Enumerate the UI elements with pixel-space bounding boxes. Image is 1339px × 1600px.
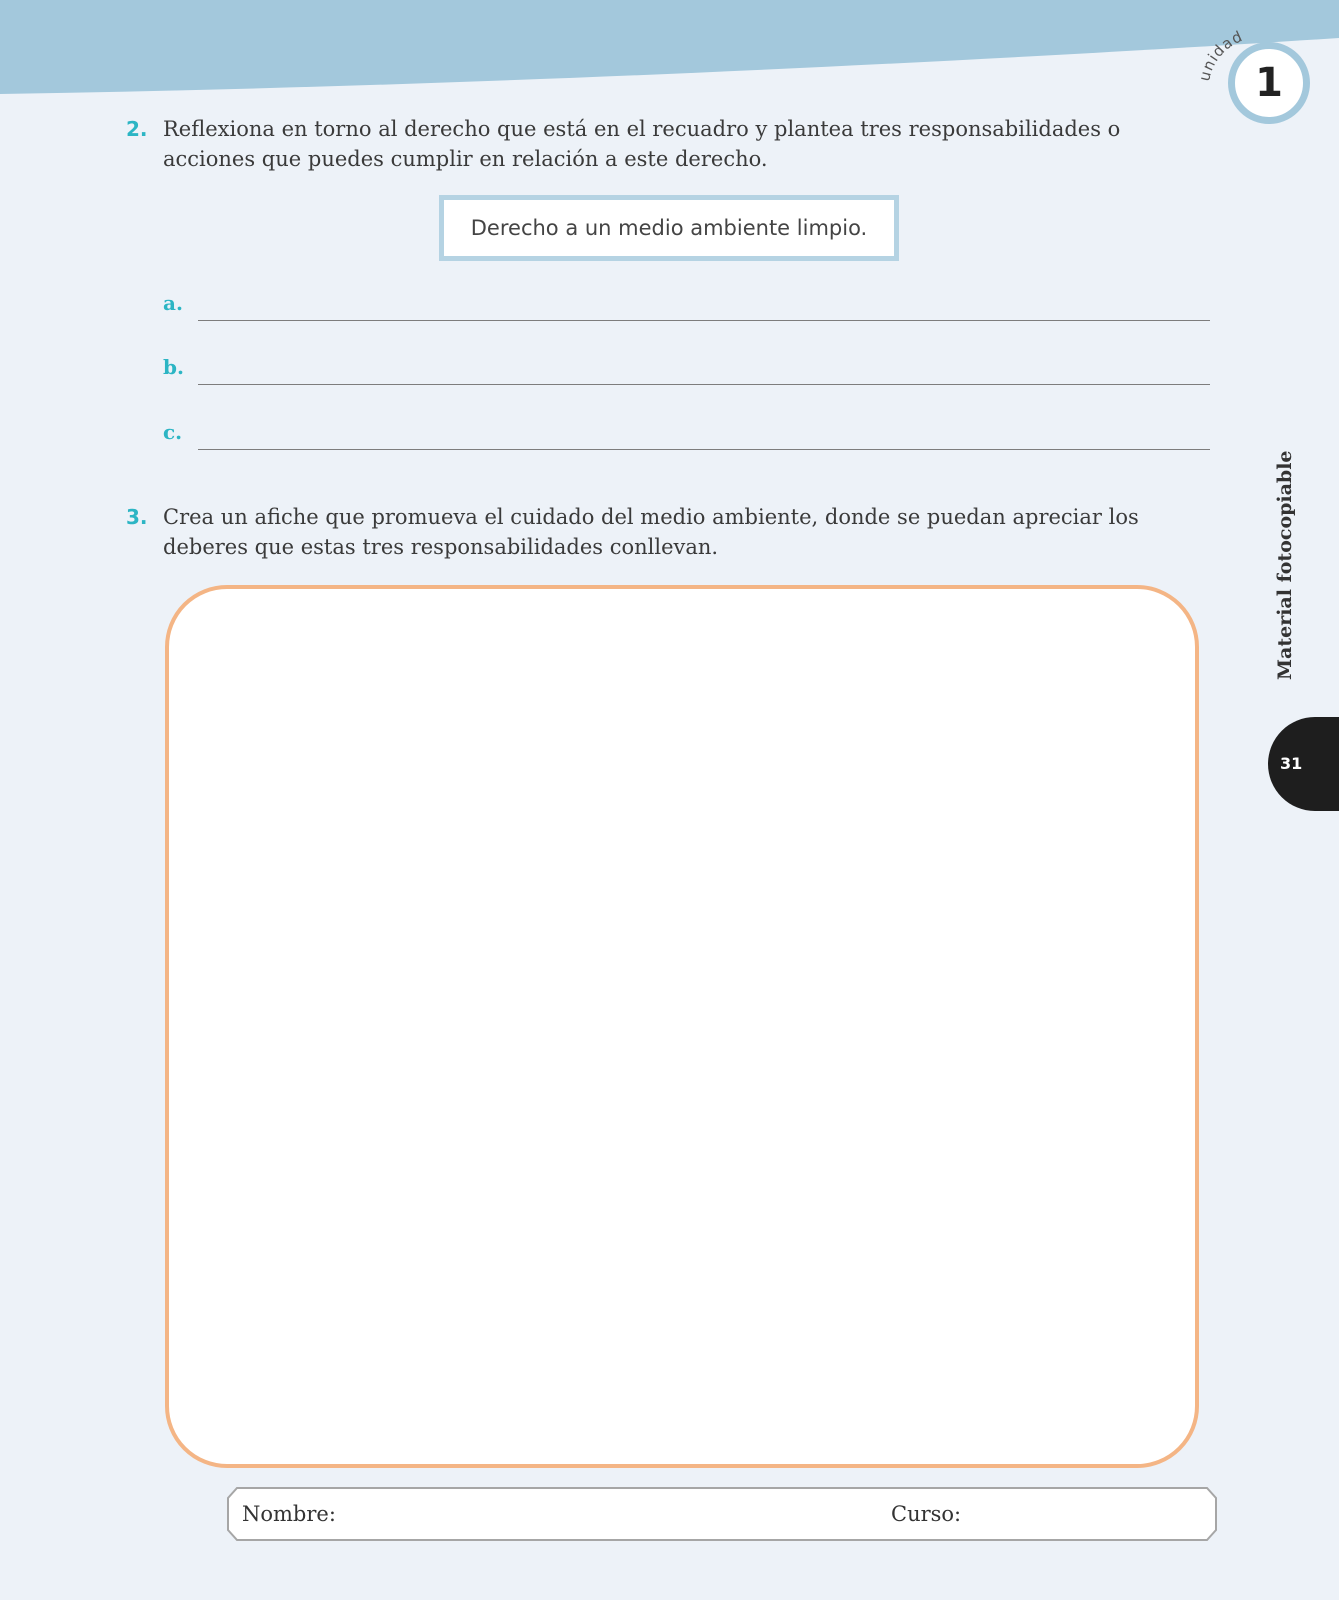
student-info-border: [227, 1487, 1217, 1541]
answer-letter-c: c.: [163, 420, 183, 444]
answer-letter-a: a.: [163, 291, 183, 315]
answer-letter-b: b.: [163, 355, 184, 379]
header-band: [0, 0, 1339, 100]
question-2-number: 2.: [126, 117, 148, 141]
page-number-tab: [1268, 717, 1339, 811]
question-2: [126, 114, 1211, 174]
name-label: Nombre:: [242, 1502, 336, 1526]
poster-drawing-area[interactable]: [165, 585, 1199, 1468]
answer-line-a[interactable]: [163, 291, 1210, 321]
unit-number: 1: [1255, 60, 1283, 106]
material-fotocopiable-label: Material fotocopiable: [1274, 450, 1296, 680]
page-number: 31: [1280, 754, 1303, 773]
question-3: [126, 502, 1211, 562]
right-statement-box: [439, 195, 899, 261]
unit-label-text: unidad: [1195, 27, 1246, 83]
student-info-box[interactable]: [227, 1487, 1217, 1541]
answer-rule-c[interactable]: [198, 449, 1210, 450]
question-3-number: 3.: [126, 505, 148, 529]
course-label: Curso:: [891, 1502, 962, 1526]
answer-line-b[interactable]: [163, 355, 1210, 385]
answer-line-c[interactable]: [163, 420, 1210, 450]
question-3-text: Crea un afiche que promueva el cuidado del medio ambiente, donde se puedan apreciar los deberes que estas tres responsabilidades conllevan.: [163, 505, 1139, 559]
answer-rule-b[interactable]: [198, 384, 1210, 385]
question-2-text: Reflexiona en torno al derecho que está en el recuadro y plantea tres responsabilidades o acciones que puedes cumplir en relación a este derecho.: [163, 117, 1121, 171]
unit-badge: [1228, 42, 1310, 124]
answer-rule-a[interactable]: [198, 320, 1210, 321]
right-statement-text: Derecho a un medio ambiente limpio.: [470, 216, 868, 240]
